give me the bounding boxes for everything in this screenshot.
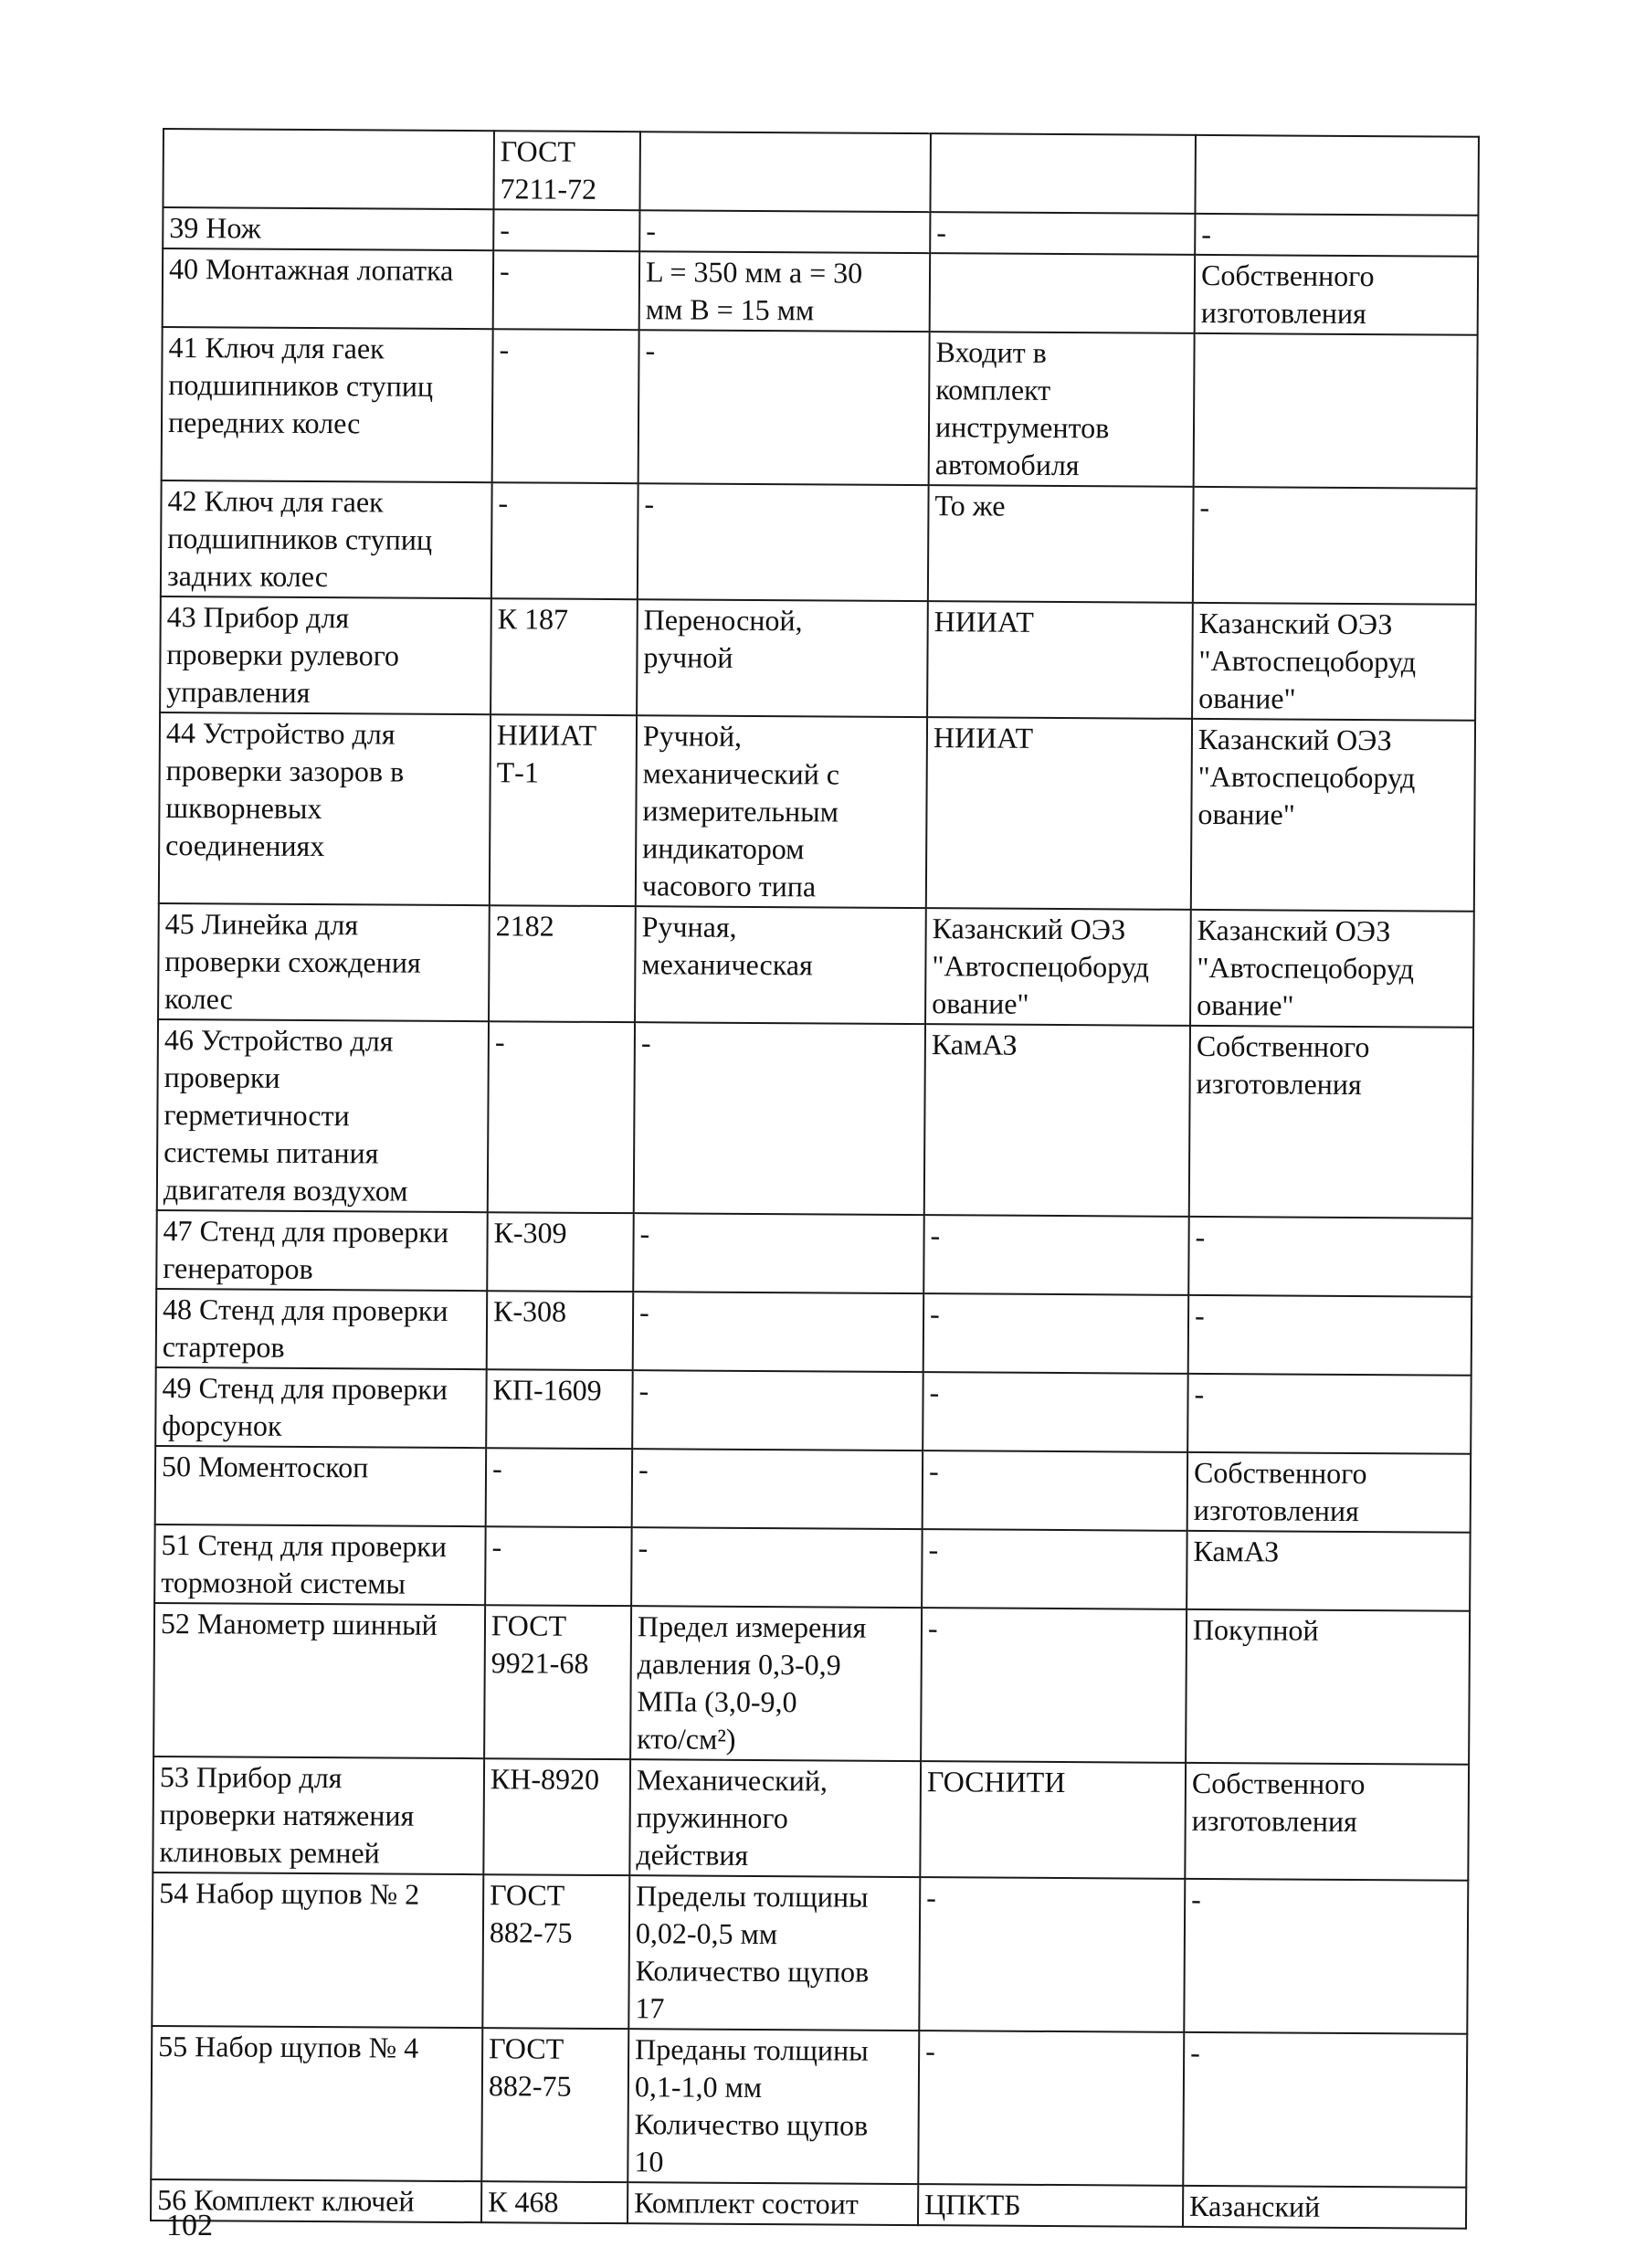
cell-text: - [1194,1377,1205,1410]
cell-text: - [927,1611,938,1645]
table-cell-name [156,1289,488,1369]
table-cell-manufacturer [1185,1763,1469,1881]
cell-text: ГОСТ 9921-68 [490,1609,589,1680]
cell-text: 49 Стенд для проверки форсунок [162,1371,448,1442]
table-cell-name [155,1367,487,1448]
table-cell-developer [928,485,1194,603]
table-cell-characteristics [636,715,927,908]
cell-text: ГОСТ 882-75 [489,1878,573,1949]
table-cell-name [160,596,491,714]
cell-text: Собственного изготовления [1193,1455,1367,1528]
cell-text: НИИАТ Т-1 [496,718,597,789]
table-cell-name [151,2026,482,2181]
table-cell-manufacturer [1192,603,1476,721]
table-cell-characteristics [638,330,930,485]
table-cell-name [153,1756,484,1874]
table-cell-manufacturer [1193,487,1477,605]
table-cell-developer [920,1761,1186,1879]
cell-text [1202,137,1472,139]
table-row [158,903,1474,1028]
cell-text: - [929,1297,940,1331]
table-cell-name [156,1210,488,1291]
cell-text: 47 Стенд для проверки генераторов [163,1214,449,1286]
cell-text: Входит в комплект инструментов автомобиля [934,335,1110,482]
table-row [161,480,1477,605]
cell-text: 41 Ключ для гаек подшипников ступиц передних колес [167,331,434,440]
cell-text: Казанский ОЭЗ "Автоспецоборуд ование" [932,912,1150,1020]
table-cell-characteristics [639,132,931,212]
cell-text: Казанский ОЭЗ "Автоспецоборуд ование" [1197,912,1415,1022]
table-cell-characteristics [639,251,931,332]
table-cell-characteristics [639,210,930,253]
table-row [153,1603,1470,1765]
cell-text: Механический, пружинного действия [636,1763,828,1872]
cell-text: ЦПКТБ [924,2188,1021,2221]
cell-text: - [1199,490,1210,524]
cell-text: - [491,1530,502,1564]
table-cell-manufacturer [1195,135,1479,216]
cell-text: То же [934,489,1006,522]
table-cell-characteristics [632,1449,923,1529]
cell-text: - [500,213,511,247]
table-cell-developer [923,1215,1189,1295]
table-cell-designation [486,1448,633,1527]
table-cell-manufacturer [1183,2186,1466,2229]
table-cell-designation [490,598,638,715]
table-cell-manufacturer [1183,2032,1467,2188]
table-cell-developer [926,717,1192,910]
cell-text: КамАЗ [1193,1534,1280,1568]
table-cell-manufacturer [1195,214,1478,257]
table-cell-manufacturer [1191,719,1475,912]
table-cell-developer [918,2184,1183,2227]
table-cell-name [158,903,490,1021]
table-cell-name [163,248,494,329]
table-cell-name [157,1019,489,1212]
table-cell-name [159,712,490,905]
table-cell-characteristics [631,1527,923,1608]
table-cell-name [163,129,494,209]
cell-text: - [644,487,655,521]
table-cell-characteristics [633,1213,924,1293]
cell-text: - [499,254,510,288]
cell-text: КН-8920 [490,1762,600,1796]
cell-text: 48 Стенд для проверки стартеров [162,1292,448,1364]
table-cell-developer [923,1450,1188,1531]
cell-text: 40 Монтажная лопатка [168,252,454,287]
table-cell-characteristics [628,1875,920,2031]
cell-text: - [498,486,509,520]
table-cell-name [154,1524,486,1605]
table-cell-developer [930,253,1196,333]
table-cell-developer [919,1877,1185,2032]
table-cell-manufacturer [1188,1295,1472,1376]
table-row [156,1289,1472,1376]
cell-text: КамАЗ [931,1028,1018,1061]
cell-text: 54 Набор щупов № 2 [159,1876,420,1911]
table-cell-manufacturer [1186,1609,1470,1765]
table-row [157,1019,1473,1218]
cell-text: Казанский [1189,2189,1321,2223]
table-row [162,327,1478,489]
table-cell-name [162,327,493,482]
table-row [155,1446,1471,1533]
table-cell-designation [491,482,638,599]
cell-text: - [494,1025,505,1059]
table-cell-developer [924,1024,1190,1217]
table-cell-designation [490,714,637,906]
table-cell-designation [493,209,639,251]
cell-text: НИИАТ [933,721,1034,754]
cell-text [937,135,1189,137]
table-cell-manufacturer [1184,1879,1468,2034]
table-cell-designation [486,1369,633,1449]
cell-text: - [1190,2035,1200,2069]
cell-text: 53 Прибор для проверки натяжения клиновых ремней [159,1760,415,1870]
cell-text: Казанский ОЭЗ "Автоспецоборуд ование" [1198,606,1417,715]
cell-text: - [928,1454,939,1488]
cell-text: - [936,216,947,249]
cell-text: - [928,1533,939,1567]
table-cell-designation [481,2028,628,2182]
table-row [163,248,1478,335]
table-cell-characteristics [628,2182,918,2225]
table-cell-developer [923,1293,1189,1374]
cell-text: Собственного изготовления [1200,258,1375,331]
table-cell-designation [492,329,639,483]
cell-text: КП-1609 [492,1373,602,1407]
table-cell-characteristics [635,906,926,1024]
table-row [151,2026,1467,2188]
table-cell-name [155,1446,487,1526]
cell-text: Пределы толщины 0,02-0,5 мм Количество щупов 17 [635,1879,870,2025]
cell-text [170,131,488,132]
cell-text: 55 Набор щупов № 4 [158,2030,419,2064]
table-cell-manufacturer [1187,1452,1472,1533]
table-cell-name [153,1603,485,1758]
cell-text: Предел измерения давления 0,3-0,9 МПа (3,0-9,0 кто/см²) [637,1609,867,1756]
table-cell-manufacturer [1190,910,1474,1028]
cell-text: Переносной, ручной [643,603,803,674]
cell-text: Комплект состоит [634,2186,859,2221]
cell-text: 43 Прибор для проверки рулевого управления [166,600,400,709]
cell-text: 39 Нож [169,211,261,245]
table-cell-manufacturer [1189,1026,1473,1218]
cell-text: - [491,1451,502,1485]
table-cell-name [161,480,492,598]
table-cell-developer [922,1529,1187,1609]
cell-text: Преданы толщины 0,1-1,0 мм Количество щупов 10 [634,2032,869,2178]
table-cell-designation [487,1212,634,1292]
cell-text: - [930,1218,941,1252]
table-cell-developer [921,1608,1187,1763]
cell-text: Казанский ОЭЗ "Автоспецоборуд ование" [1197,722,1416,831]
table-cell-characteristics [630,1606,922,1761]
cell-text: Собственного изготовления [1196,1029,1370,1102]
cell-text: 44 Устройство для проверки зазоров в шкворневых соединениях [165,716,405,863]
table-cell-manufacturer [1187,1531,1471,1611]
table-cell-developer [927,601,1193,719]
table-cell-manufacturer [1194,333,1478,489]
cell-text: ГОСТ 882-75 [488,2031,572,2103]
table-row [156,1210,1472,1297]
cell-text: - [645,333,656,367]
cell-text: 50 Моментоскоп [161,1450,369,1484]
table-cell-designation [493,250,640,330]
table-cell-developer [923,1372,1188,1452]
table-cell-developer [918,2031,1184,2186]
cell-text: 42 Ключ для гаек подшипников ступиц задних колес [166,484,433,594]
cell-text: ГОСТ 7211-72 [500,134,597,206]
cell-text: - [1195,1219,1206,1253]
cell-text: К 468 [488,2185,559,2219]
cell-text: - [926,1881,936,1915]
table-row [153,1756,1469,1881]
table-cell-characteristics [634,1022,925,1215]
table-cell-designation [482,1874,629,2029]
cell-text: L = 350 мм а = 30 мм В = 15 мм [645,255,863,327]
table-cell-designation [484,1605,631,1759]
table-cell-manufacturer [1195,255,1479,335]
table-cell-characteristics [633,1292,924,1372]
table-cell-manufacturer [1187,1374,1472,1454]
cell-text: К-309 [493,1216,567,1250]
table-cell-developer [930,212,1195,255]
cell-text: - [929,1376,940,1409]
cell-text [647,133,924,135]
cell-text: 51 Стенд для проверки тормозной системы [161,1528,448,1600]
table-cell-characteristics [638,483,929,601]
cell-text [1201,335,1472,337]
cell-text: - [640,1026,651,1060]
table-cell-designation [481,2181,628,2223]
table-cell-manufacturer [1188,1217,1472,1297]
cell-text [936,255,1188,257]
table-cell-characteristics [632,1370,923,1450]
cell-text: Покупной [1192,1612,1319,1647]
cell-text: 46 Устройство для проверки герметичности системы питания двигателя воздухом [163,1023,408,1208]
table-cell-developer [925,908,1191,1026]
cell-text: - [638,1374,649,1408]
cell-text: - [1194,1298,1205,1332]
cell-text: - [499,332,510,366]
table-row [152,1872,1468,2034]
cell-text: К-308 [492,1294,567,1328]
cell-text: 2182 [495,909,554,943]
table-row [151,2179,1466,2229]
table-cell-name [152,1872,483,2028]
table-row [160,596,1476,721]
table-row [155,1367,1471,1454]
table-cell-designation [489,905,636,1022]
table-row [163,129,1478,216]
cell-text: К 187 [497,602,569,636]
table-cell-name [163,207,493,250]
cell-text: НИИАТ [934,605,1034,638]
cell-text: - [1191,1882,1201,1915]
table-row [154,1524,1470,1611]
table-cell-developer [930,133,1196,214]
cell-text: Ручной, механический с измерительным индикатором часового типа [641,719,840,903]
cell-text: ГОСНИТИ [926,1765,1066,1799]
cell-text: Собственного изготовления [1191,1766,1366,1839]
table-cell-designation [485,1526,632,1606]
table-cell-designation [487,1291,634,1370]
page-number: 102 [166,2209,213,2242]
cell-text: 56 Комплект ключей [157,2183,415,2218]
table-cell-designation [483,1758,630,1875]
table-cell-characteristics [629,1759,921,1877]
cell-text: Ручная, механическая [641,910,813,982]
cell-text: 45 Линейка для проверки схождения колес [164,907,421,1016]
equipment-table-body [151,129,1479,2229]
cell-text: - [925,2034,935,2068]
table-cell-characteristics [628,2029,919,2184]
equipment-table [150,128,1480,2230]
cell-text: - [646,214,657,248]
cell-text: - [638,1295,649,1329]
cell-text: - [639,1217,650,1250]
cell-text: - [638,1531,649,1565]
cell-text: - [638,1452,649,1486]
table-row [159,712,1475,912]
table-cell-characteristics [637,599,928,717]
cell-text: 52 Манометр шинный [160,1607,438,1641]
table-cell-developer [929,332,1195,487]
cell-text: - [1201,216,1212,251]
table-cell-designation [493,131,640,210]
table-cell-designation [488,1021,635,1213]
